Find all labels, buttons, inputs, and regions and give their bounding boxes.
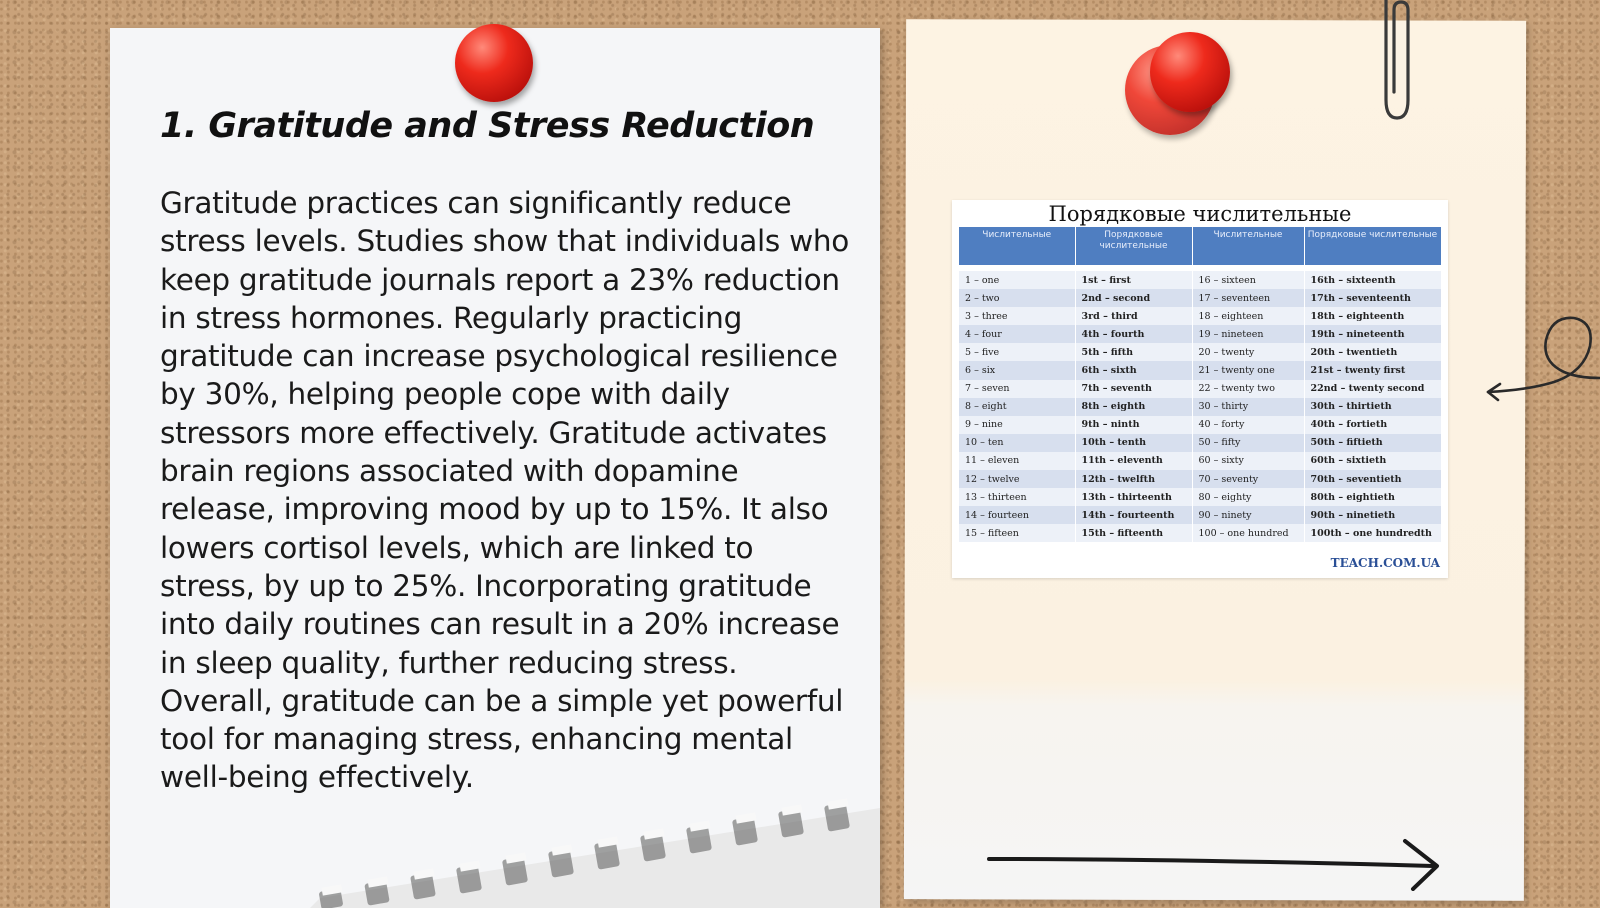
table-cell: 6th – sixth [1075,361,1192,379]
ordinals-table [959,227,1442,542]
table-cell: 3 – three [959,307,1075,325]
note-paper-left [110,28,880,908]
table-cell: 8 – eight [959,398,1075,416]
table-cell: 2nd – second [1075,289,1192,307]
table-cell: 4th – fourth [1075,325,1192,343]
table-cell: 18 – eighteen [1192,307,1304,325]
table-cell: 3rd – third [1075,307,1192,325]
table-cell: 30th – thirtieth [1304,398,1441,416]
push-pin-icon [455,24,533,102]
table-cell: 40 – forty [1192,416,1304,434]
table-cell: 50th – fiftieth [1304,434,1441,452]
table-cell: 20th – twentieth [1304,343,1441,361]
table-cell: 11 – eleven [959,452,1075,470]
table-cell: 15 – fifteen [959,524,1075,542]
table-cell: 19th – nineteenth [1304,325,1441,343]
table-cell: 60th – sixtieth [1304,452,1441,470]
body-paragraph: Gratitude practices can significantly reduce stress levels. Studies show that individuals who keep gratitude journals report a 23% reduction in stress hormones. Regularly practicing gratitude can increase psychological resilience by 30%, helping people cope with daily stressors more effectively. Gratitude activates brain regions associated with dopamine release, improving mood by up to 15%. It also lowers cortisol levels, which are linked to stress, by up to 25%. Incorporating gratitude into daily routines can result in a 20% increase in sleep quality, further reducing stress. Overall, gratitude can be a simple yet powerful tool for managing stress, enhancing mental well-being effectively. [160,186,850,795]
table-cell: 50 – fifty [1192,434,1304,452]
table-row [959,289,1441,307]
table-cell: 70th – seventieth [1304,470,1441,488]
table-cell: 12 – twelve [959,470,1075,488]
column-header: Порядковые числительные [1075,227,1192,265]
table-cell: 1 – one [959,271,1075,289]
table-row [959,325,1441,343]
column-header: Числительные [959,227,1075,265]
table-cell: 1st – first [1075,271,1192,289]
source-credit: TEACH.COM.UA [1330,556,1440,570]
table-cell: 7th – seventh [1075,380,1192,398]
table-cell: 5th – fifth [1075,343,1192,361]
table-cell: 11th – eleventh [1075,452,1192,470]
curl-arrow-icon [1478,310,1600,410]
table-cell: 18th – eighteenth [1304,307,1441,325]
table-cell: 8th – eighth [1075,398,1192,416]
table-cell: 7 – seven [959,380,1075,398]
table-cell: 6 – six [959,361,1075,379]
table-cell: 80th – eightieth [1304,488,1441,506]
table-cell: 10 – ten [959,434,1075,452]
ordinals-table-card [952,200,1448,578]
table-row [959,380,1441,398]
push-pin-icon [1150,32,1230,112]
table-cell: 100 – one hundred [1192,524,1304,542]
table-cell: 20 – twenty [1192,343,1304,361]
table-row [959,488,1441,506]
table-cell: 17th – seventeenth [1304,289,1441,307]
table-cell: 17 – seventeen [1192,289,1304,307]
table-cell: 70 – seventy [1192,470,1304,488]
table-cell: 16 – sixteen [1192,271,1304,289]
table-cell: 14 – fourteen [959,506,1075,524]
torn-paper-edge-decoration [310,798,880,908]
table-cell: 16th – sixteenth [1304,271,1441,289]
table-row [959,470,1441,488]
table-cell: 4 – four [959,325,1075,343]
table-row [959,307,1441,325]
table-row [959,524,1441,542]
column-header: Числительные [1192,227,1304,265]
table-cell: 30 – thirty [1192,398,1304,416]
column-header: Порядковые числительные [1304,227,1441,265]
table-cell: 21 – twenty one [1192,361,1304,379]
table-cell: 90 – ninety [1192,506,1304,524]
paper-clip-icon [1370,0,1420,125]
table-row [959,398,1441,416]
table-cell: 19 – nineteen [1192,325,1304,343]
table-title: Порядковые числительные [1048,202,1352,226]
table-cell: 5 – five [959,343,1075,361]
table-row [959,416,1441,434]
table-cell: 15th – fifteenth [1075,524,1192,542]
slide-title: 1. Gratitude and Stress Reduction [160,106,815,146]
table-cell: 22 – twenty two [1192,380,1304,398]
table-cell: 14th – fourteenth [1075,506,1192,524]
table-cell: 13 – thirteen [959,488,1075,506]
table-row [959,343,1441,361]
table-cell: 60 – sixty [1192,452,1304,470]
arrow-right-icon [985,835,1450,891]
table-row [959,434,1441,452]
table-cell: 9th – ninth [1075,416,1192,434]
table-cell: 13th – thirteenth [1075,488,1192,506]
table-cell: 22nd – twenty second [1304,380,1441,398]
table-row [959,361,1441,379]
table-cell: 9 – nine [959,416,1075,434]
table-cell: 2 – two [959,289,1075,307]
table-cell: 90th – ninetieth [1304,506,1441,524]
table-header-row [959,227,1441,265]
table-row [959,452,1441,470]
table-row [959,506,1441,524]
table-cell: 10th – tenth [1075,434,1192,452]
table-row [959,271,1441,289]
table-cell: 100th – one hundredth [1304,524,1441,542]
table-cell: 80 – eighty [1192,488,1304,506]
table-cell: 40th – fortieth [1304,416,1441,434]
table-cell: 21st – twenty first [1304,361,1441,379]
table-cell: 12th – twelfth [1075,470,1192,488]
